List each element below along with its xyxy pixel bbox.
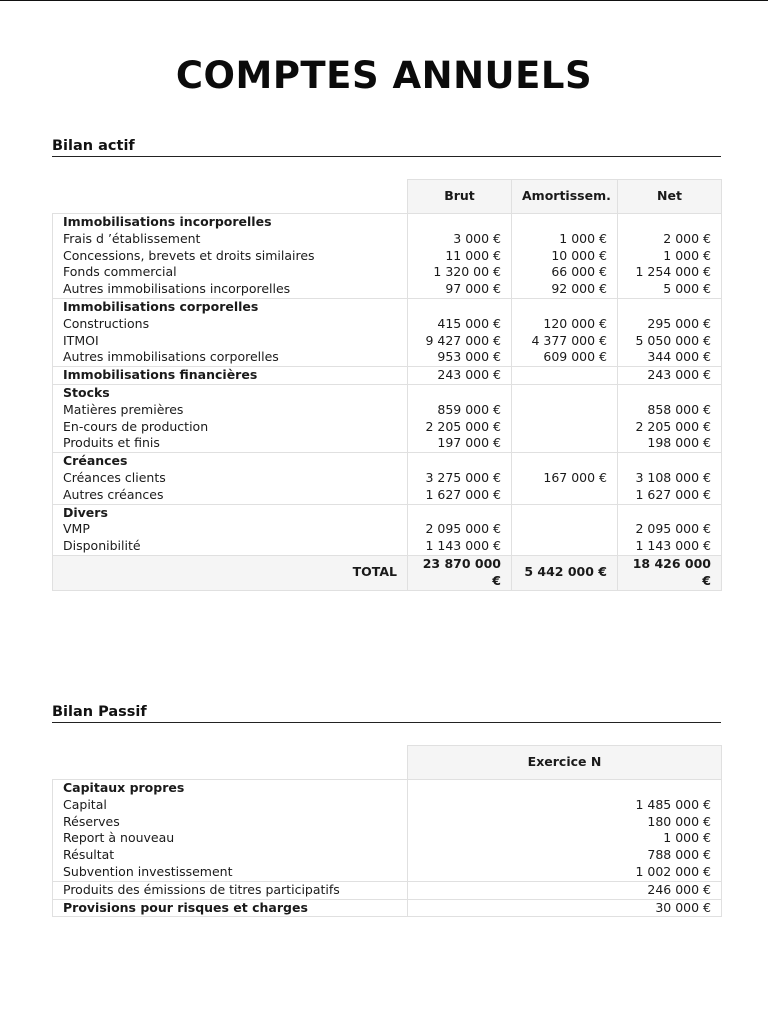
row-label: Fonds commercial <box>63 264 177 280</box>
row-label: Constructions <box>63 315 150 331</box>
cell-net: 344 000 € <box>647 349 711 365</box>
cell-net: 198 000 € <box>647 435 711 451</box>
cell-brut: 197 000 € <box>437 435 501 451</box>
bilan-actif-table <box>52 179 722 591</box>
cell-brut: 243 000 € <box>437 367 501 383</box>
cell-amortissement: 609 000 € <box>543 349 607 365</box>
row-label: Produits et finis <box>63 435 160 451</box>
cell-exercice-n: 788 000 € <box>647 847 711 863</box>
cell-amortissement: 4 377 000 € <box>531 332 607 348</box>
cell-amortissement: 92 000 € <box>551 281 607 297</box>
row-label: Report à nouveau <box>63 830 175 846</box>
row-label: Autres immobilisations incorporelles <box>63 281 291 297</box>
row-label: Matières premières <box>63 401 184 417</box>
cell-amortissement: 1 000 € <box>559 230 607 246</box>
table-row-total <box>53 555 722 590</box>
cell-net: 243 000 € <box>647 367 711 383</box>
cell-amortissement: 10 000 € <box>551 247 607 263</box>
page-title: COMPTES ANNUELS <box>175 54 593 97</box>
table-row-group-creances <box>53 453 722 504</box>
cell-brut: 97 000 € <box>445 281 501 297</box>
row-label: Autres créances <box>63 486 164 502</box>
total-brut: 23 870 000 € <box>408 555 512 590</box>
cell-brut: 2 095 000 € <box>425 521 501 537</box>
column-header-amortissement: Amortissem. <box>512 180 618 214</box>
cell-net: 2 000 € <box>663 230 711 246</box>
row-label: Frais d ’établissement <box>63 230 201 246</box>
cell-brut: 3 275 000 € <box>425 469 501 485</box>
cell-net: 3 108 000 € <box>635 469 711 485</box>
group-title: Capitaux propres <box>63 780 185 795</box>
bilan-passif-table <box>52 745 722 917</box>
row-label: Autres immobilisations corporelles <box>63 349 279 365</box>
cell-brut: 1 627 000 € <box>425 486 501 502</box>
total-label: TOTAL <box>53 555 408 590</box>
cell-exercice-n: 246 000 € <box>647 881 711 897</box>
cell-brut: 953 000 € <box>437 349 501 365</box>
cell-amortissement <box>522 367 607 384</box>
table-row-group-immobilisations-financieres <box>53 367 722 385</box>
total-amortissement: 5 442 000 € <box>512 555 618 590</box>
cell-brut: 1 143 000 € <box>425 538 501 554</box>
row-label: Subvention investissement <box>63 863 233 879</box>
cell-exercice-n: 1 002 000 € <box>635 863 711 879</box>
cell-brut: 1 320 00 € <box>433 264 501 280</box>
cell-amortissement: 167 000 € <box>543 469 607 485</box>
group-title: Stocks <box>63 384 110 400</box>
cell-amortissement: 66 000 € <box>551 264 607 280</box>
cell-brut: 2 205 000 € <box>425 418 501 434</box>
cell-brut: 11 000 € <box>445 247 501 263</box>
cell-net: 2 205 000 € <box>635 418 711 434</box>
table-row-group-divers <box>53 504 722 555</box>
cell-brut: 415 000 € <box>437 315 501 331</box>
row-label: Créances clients <box>63 469 166 485</box>
section-heading-bilan-actif: Bilan actif <box>52 138 721 157</box>
cell-exercice-n: 30 000 € <box>655 899 711 915</box>
group-title: Provisions pour risques et charges <box>63 899 308 915</box>
total-net: 18 426 000 € <box>618 555 722 590</box>
cell-brut: 3 000 € <box>453 230 501 246</box>
cell-exercice-n: 1 000 € <box>663 830 711 846</box>
cell-exercice-n: 180 000 € <box>647 813 711 829</box>
table-row-group-immobilisations-corporelles <box>53 298 722 366</box>
column-header-exercice-n: Exercice N <box>408 746 722 780</box>
table-row-group-capitaux-propres <box>53 780 722 882</box>
row-label: Réserves <box>63 813 120 829</box>
cell-net: 1 627 000 € <box>635 486 711 502</box>
table-row-produits-emissions <box>53 881 722 899</box>
row-label: ITMOI <box>63 332 99 348</box>
group-title: Immobilisations incorporelles <box>63 214 272 229</box>
cell-net: 2 095 000 € <box>635 521 711 537</box>
cell-net: 295 000 € <box>647 315 711 331</box>
cell-amortissement <box>522 487 607 504</box>
cell-brut: 859 000 € <box>437 401 501 417</box>
table-row-provisions <box>53 899 722 917</box>
group-title: Divers <box>63 504 108 520</box>
row-label: Concessions, brevets et droits similaires <box>63 247 315 263</box>
cell-net: 5 000 € <box>663 281 711 297</box>
cell-amortissement: 120 000 € <box>543 315 607 331</box>
cell-net: 1 143 000 € <box>635 538 711 554</box>
row-label: VMP <box>63 521 90 537</box>
column-header-net: Net <box>618 180 722 214</box>
row-label: Produits des émissions de titres participatifs <box>63 881 340 897</box>
group-title: Immobilisations financières <box>63 367 258 383</box>
table-row-group-stocks <box>53 384 722 452</box>
cell-exercice-n: 1 485 000 € <box>635 796 711 812</box>
cell-net: 1 254 000 € <box>635 264 711 280</box>
cell-net: 1 000 € <box>663 247 711 263</box>
row-label: Disponibilité <box>63 538 141 554</box>
row-label: Résultat <box>63 847 115 863</box>
cell-net: 5 050 000 € <box>635 332 711 348</box>
group-title: Créances <box>63 453 128 469</box>
row-label: En-cours de production <box>63 418 209 434</box>
row-label: Capital <box>63 796 107 812</box>
cell-brut: 9 427 000 € <box>425 332 501 348</box>
cell-net: 858 000 € <box>647 401 711 417</box>
group-title: Immobilisations corporelles <box>63 298 259 314</box>
section-heading-bilan-passif: Bilan Passif <box>52 704 721 723</box>
table-row-group-immobilisations-incorporelles <box>53 214 722 299</box>
top-border-line <box>0 0 768 1</box>
column-header-brut: Brut <box>408 180 512 214</box>
